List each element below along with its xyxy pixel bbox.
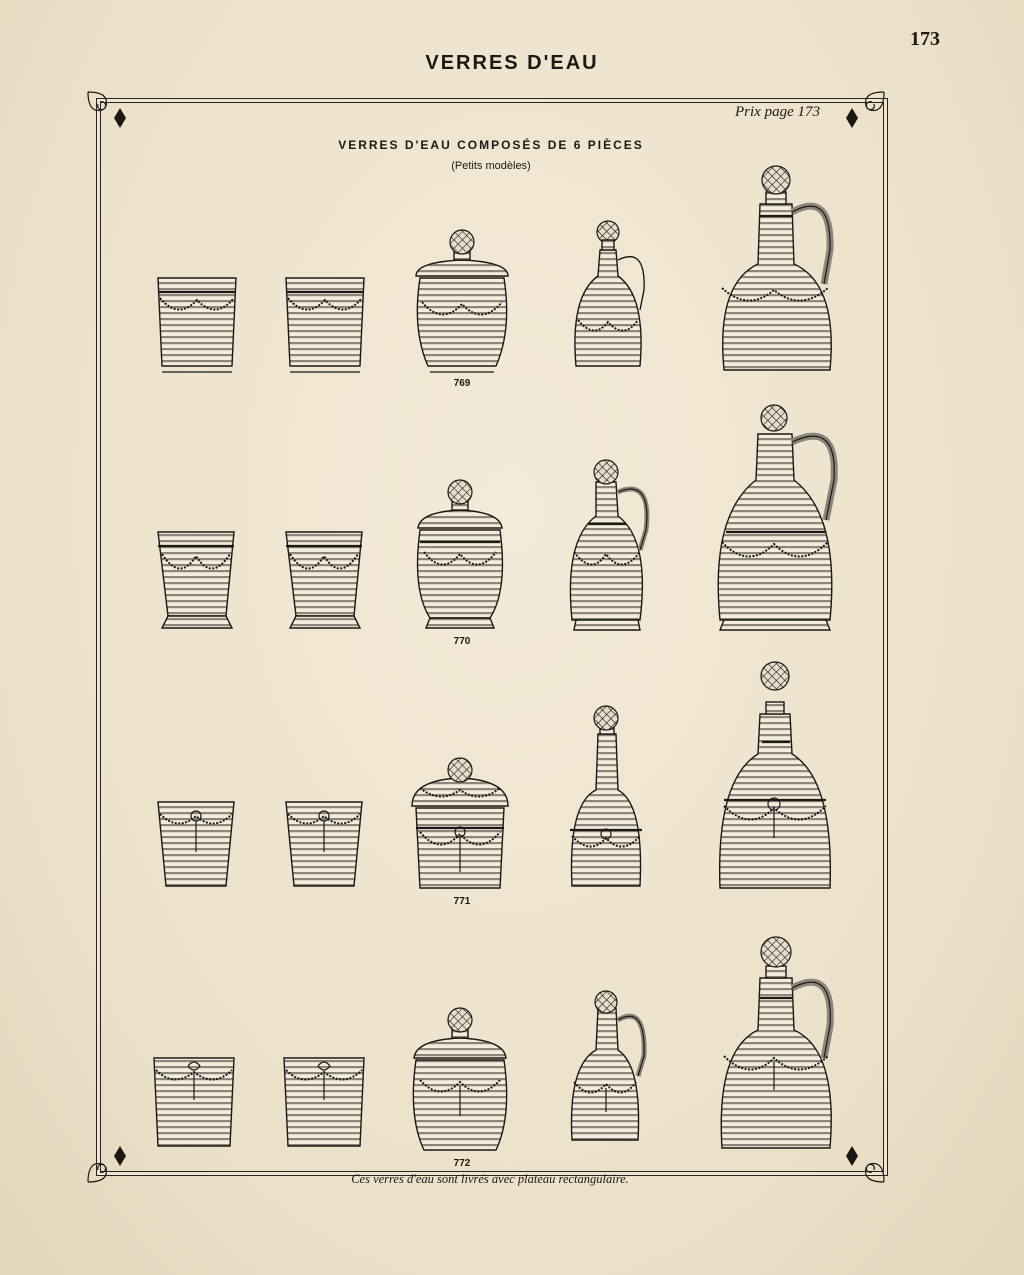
tumbler-icon <box>286 532 362 628</box>
tumbler-icon <box>286 278 364 372</box>
corner-ornament-icon <box>836 88 888 140</box>
large-carafe-icon <box>720 662 831 888</box>
model-number-771: 771 <box>453 896 471 907</box>
tumbler-icon <box>286 802 362 886</box>
price-reference: Prix page 173 <box>735 104 820 120</box>
model-number-770: 770 <box>453 636 471 647</box>
sugar-bowl-icon <box>418 480 503 628</box>
page-number: 173 <box>910 28 940 50</box>
tumbler-icon <box>154 1058 234 1146</box>
model-number-769: 769 <box>453 378 471 389</box>
small-carafe-icon <box>572 991 645 1140</box>
corner-ornament-icon <box>84 88 136 140</box>
section-subtitle: (Petits modèles) <box>451 160 531 172</box>
sugar-bowl-icon <box>416 230 508 372</box>
tumbler-icon <box>158 532 234 628</box>
model-772-set <box>140 940 860 1160</box>
tumbler-icon <box>158 278 236 372</box>
sugar-bowl-icon <box>413 1008 506 1150</box>
footnote: Ces verres d'eau sont livrés avec plateau rectangulaire. <box>351 1172 629 1186</box>
model-769-set <box>140 180 860 380</box>
sugar-bowl-icon <box>412 758 508 888</box>
section-title: VERRES D'EAU COMPOSÉS DE 6 PIÈCES <box>338 138 644 152</box>
large-carafe-icon <box>722 166 831 370</box>
model-771-set <box>140 680 860 900</box>
tumbler-icon <box>158 802 234 886</box>
large-carafe-icon <box>721 937 831 1148</box>
small-carafe-icon <box>575 221 644 366</box>
model-770-set <box>140 420 860 640</box>
page-title: VERRES D'EAU <box>425 52 599 74</box>
tumbler-icon <box>284 1058 364 1146</box>
small-carafe-icon <box>570 706 642 886</box>
model-number-772: 772 <box>453 1158 471 1169</box>
small-carafe-icon <box>570 460 647 630</box>
large-carafe-icon <box>718 405 834 630</box>
